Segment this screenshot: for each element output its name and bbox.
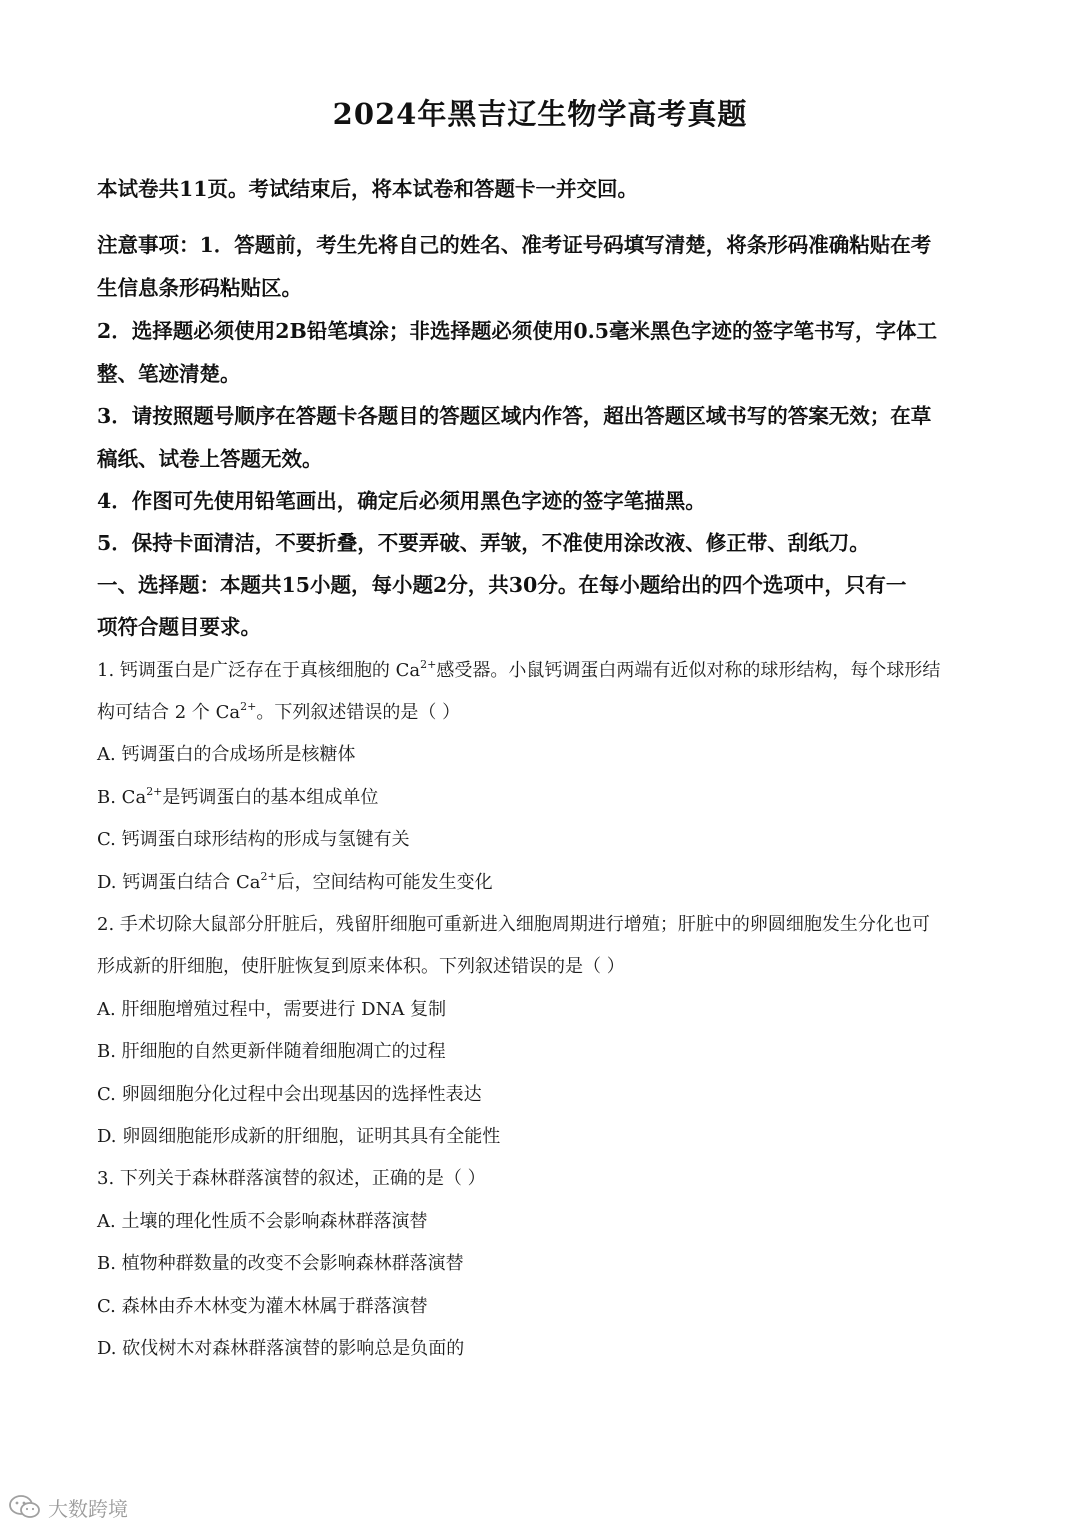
q1-text: 1. 钙调蛋白是广泛存在于真核细胞的 Ca [97, 660, 421, 681]
q1-option-b-text: 是钙调蛋白的基本组成单位 [162, 787, 379, 808]
section-heading: 项符合题目要求。 [97, 615, 261, 639]
q1-option-d [97, 862, 987, 904]
q2-option-a: A. 肝细胞增殖过程中，需要进行 DNA 复制 [97, 999, 447, 1020]
q3-option-c: C. 森林由乔木林变为灌木林属于群落演替 [97, 1296, 428, 1317]
notice-line: 生信息条形码粘贴区。 [97, 276, 302, 300]
q1-superscript: 2+ [260, 870, 277, 883]
wechat-logo-icon [8, 1494, 42, 1520]
q2-option-b: B. 肝细胞的自然更新伴随着细胞凋亡的过程 [97, 1041, 446, 1062]
q1-option-d-text: 后，空间结构可能发生变化 [276, 872, 493, 893]
question-2-stem: 2. 手术切除大鼠部分肝脏后，残留肝细胞可重新进入细胞周期进行增殖；肝脏中的卵圆细胞发生分化也可 [97, 914, 930, 935]
notice-line: 整、笔迹清楚。 [97, 362, 241, 386]
notice-line: 2．选择题必须使用2B铅笔填涂；非选择题必须使用0.5毫米黑色字迹的签字笔书写，字体工 [97, 319, 938, 343]
notice-line: 3．请按照题号顺序在答题卡各题目的答题区域内作答，超出答题区域书写的答案无效；在草 [97, 404, 932, 428]
q2-option-c: C. 卵圆细胞分化过程中会出现基因的选择性表达 [97, 1084, 482, 1105]
q3-option-b: B. 植物种群数量的改变不会影响森林群落演替 [97, 1253, 464, 1274]
section-heading: 一、选择题：本题共15小题，每小题2分，共30分。在每小题给出的四个选项中，只有一 [97, 573, 907, 597]
q1-option-c: C. 钙调蛋白球形结构的形成与氢键有关 [97, 829, 410, 850]
question-1-stem [97, 692, 987, 734]
q1-superscript: 2+ [420, 658, 437, 671]
watermark [8, 1492, 128, 1522]
q1-option-b [97, 777, 987, 819]
q1-text: 感受器。小鼠钙调蛋白两端有近似对称的球形结构，每个球形结 [436, 660, 941, 681]
question-3-stem: 3. 下列关于森林群落演替的叙述，正确的是（ ） [97, 1168, 486, 1189]
question-2-stem: 形成新的肝细胞，使肝脏恢复到原来体积。下列叙述错误的是（ ） [97, 956, 625, 977]
q3-option-a: A. 土壤的理化性质不会影响森林群落演替 [97, 1211, 428, 1232]
q2-option-d: D. 卵圆细胞能形成新的肝细胞，证明其具有全能性 [97, 1126, 501, 1147]
page-title: 2024年黑吉辽生物学高考真题 [332, 97, 748, 131]
q1-text: 。下列叙述错误的是（ ） [256, 702, 461, 723]
q1-superscript: 2+ [240, 700, 257, 713]
q1-text: 构可结合 2 个 Ca [97, 702, 241, 723]
watermark-text: 大数跨境 [48, 1496, 128, 1521]
q3-option-d: D. 砍伐树木对森林群落演替的影响总是负面的 [97, 1338, 465, 1359]
notice-line: 4．作图可先使用铅笔画出，确定后必须用黑色字迹的签字笔描黑。 [97, 489, 706, 513]
question-1-stem [97, 650, 987, 692]
notice-line: 稿纸、试卷上答题无效。 [97, 447, 323, 471]
q1-option-d-text: D. 钙调蛋白结合 Ca [97, 872, 261, 893]
notice-line: 5．保持卡面清洁，不要折叠，不要弄破、弄皱，不准使用涂改液、修正带、刮纸刀。 [97, 531, 870, 555]
q1-option-b-text: B. Ca [97, 787, 147, 808]
notice-line: 注意事项：1．答题前，考生先将自己的姓名、准考证号码填写清楚，将条形码准确粘贴在考 [97, 233, 932, 257]
q1-superscript: 2+ [146, 785, 163, 798]
q1-option-a: A. 钙调蛋白的合成场所是核糖体 [97, 744, 356, 765]
notice-line: 本试卷共11页。考试结束后，将本试卷和答题卡一并交回。 [97, 177, 639, 201]
